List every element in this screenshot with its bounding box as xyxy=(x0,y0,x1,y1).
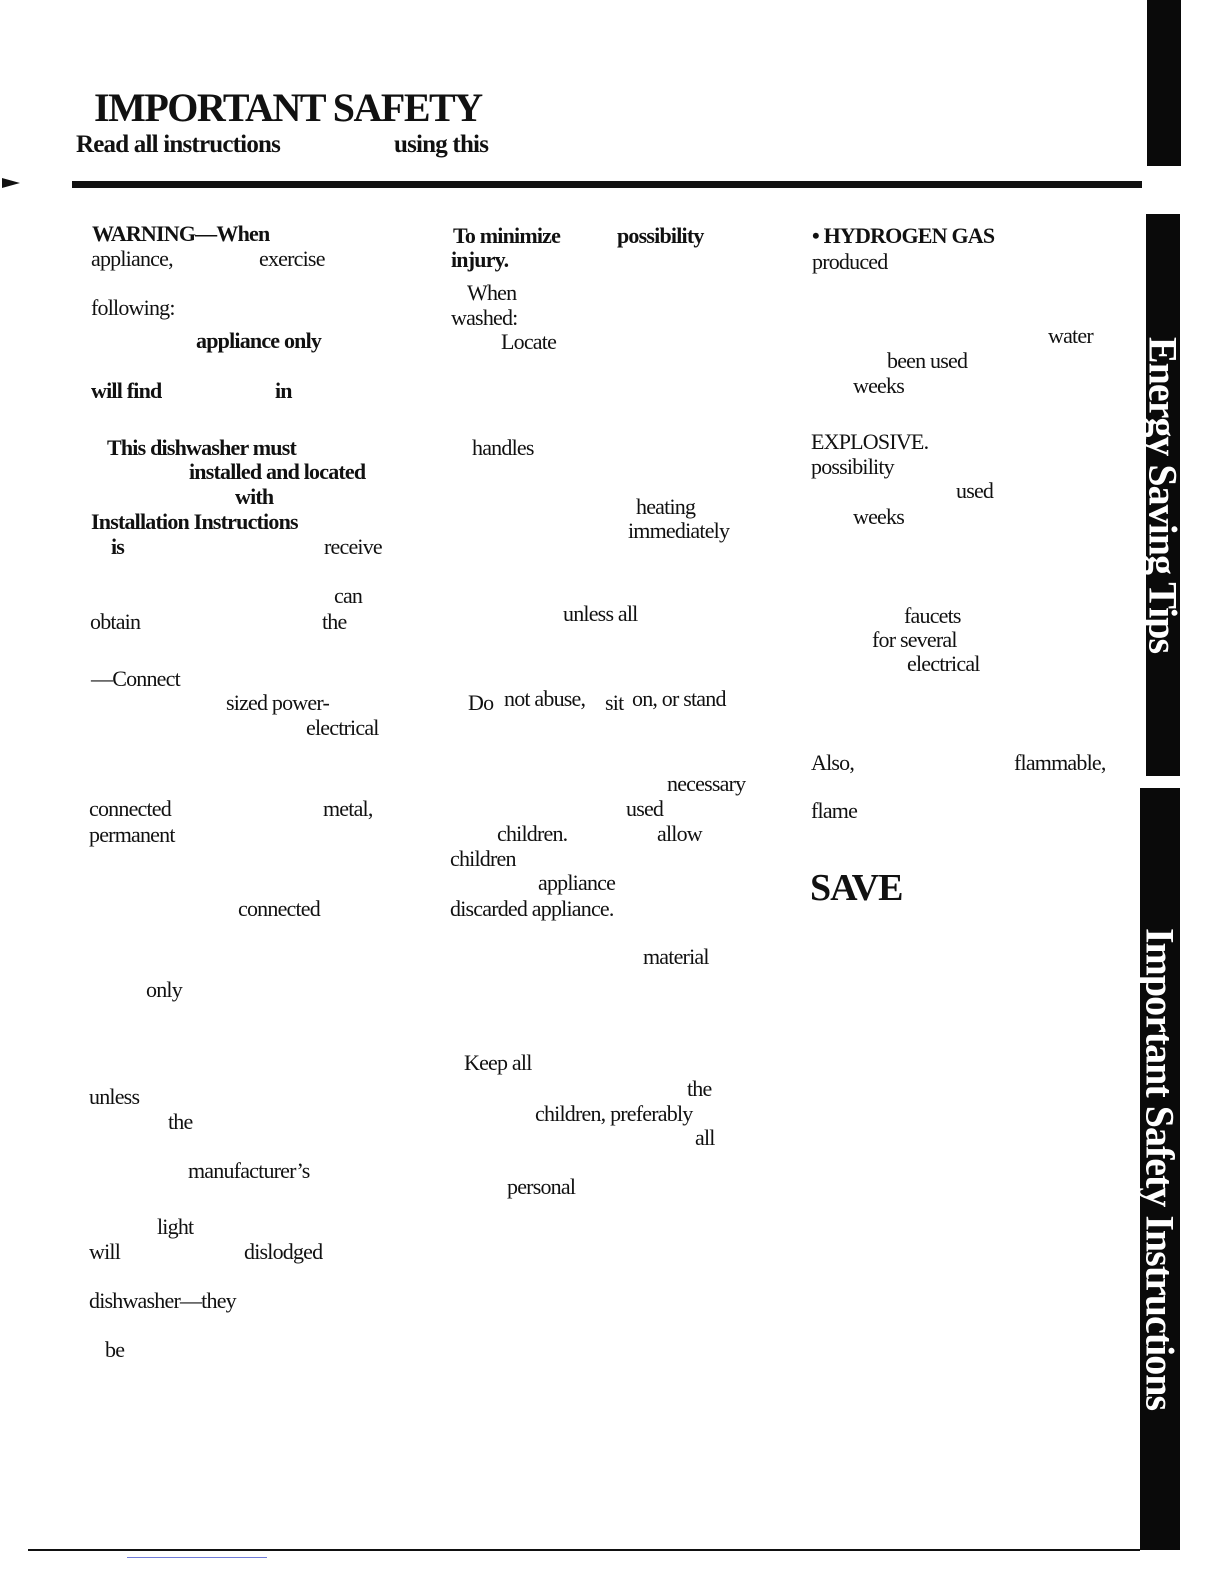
footer-rule xyxy=(28,1549,1140,1551)
col2-word: not abuse, xyxy=(504,686,586,711)
col1-word: permanent xyxy=(89,822,175,847)
col2-word: handles xyxy=(472,435,534,460)
subtitle-read-all: Read all instructions xyxy=(76,131,281,158)
col3-word: flammable, xyxy=(1014,750,1106,775)
col1-word: electrical xyxy=(306,715,379,740)
col2-word: necessary xyxy=(667,771,746,796)
col1-word: unless xyxy=(89,1084,140,1109)
col3-word: • HYDROGEN GAS xyxy=(812,223,995,248)
important-safety-instructions-label: Important Safety Instructions xyxy=(1137,927,1183,1411)
col2-word: children xyxy=(450,846,516,871)
col2-word: allow xyxy=(657,821,702,846)
col2-word: To minimize xyxy=(453,223,561,248)
col1-word: connected xyxy=(89,796,171,821)
col2-word: discarded appliance. xyxy=(450,896,614,921)
col2-word: appliance xyxy=(538,870,616,895)
energy-saving-tips-tab xyxy=(1140,214,1186,776)
col1-word: installed and located xyxy=(189,459,366,484)
col1-word: dislodged xyxy=(244,1239,323,1264)
col2-word: possibility xyxy=(617,223,704,248)
col1-word: be xyxy=(105,1337,125,1362)
col1-word: in xyxy=(275,378,292,403)
col3-word: used xyxy=(956,478,994,503)
col2-word: Do xyxy=(468,690,494,715)
col2-word: unless all xyxy=(563,601,638,626)
col3-word: been used xyxy=(887,348,968,373)
col3-word: flame xyxy=(811,798,858,823)
col3-word: weeks xyxy=(853,373,904,398)
col3-word: possibility xyxy=(811,454,894,479)
col2-word: material xyxy=(643,944,709,969)
col1-word: sized power- xyxy=(226,690,329,715)
col1-word: is xyxy=(111,534,125,559)
page-title: IMPORTANT SAFETY xyxy=(94,85,482,130)
subtitle-using-this: using this xyxy=(394,131,489,158)
save-heading: SAVE xyxy=(810,867,903,909)
col3-word: produced xyxy=(812,249,888,274)
col2-word: on, or stand xyxy=(632,686,726,711)
col2-word: all xyxy=(695,1125,715,1150)
col1-word: the xyxy=(322,609,347,634)
col1-word: with xyxy=(235,484,274,509)
top-edge-tab xyxy=(1147,0,1181,166)
edge-marker xyxy=(2,178,20,188)
col1-word: can xyxy=(334,583,363,608)
col1-word: —Connect xyxy=(91,666,180,691)
col1-word: WARNING—When xyxy=(92,221,270,246)
col2-word: Keep all xyxy=(464,1050,532,1075)
col2-word: children. xyxy=(497,821,568,846)
col1-word: the xyxy=(168,1109,193,1134)
col2-word: personal xyxy=(507,1174,576,1199)
col1-word: will find xyxy=(91,378,162,403)
col2-word: heating xyxy=(636,494,696,519)
col3-word: EXPLOSIVE. xyxy=(811,429,929,454)
col1-word: appliance only xyxy=(196,328,322,353)
col1-word: only xyxy=(146,977,182,1002)
col2-word: the xyxy=(687,1076,712,1101)
col1-word: obtain xyxy=(90,609,141,634)
col1-word: dishwasher—they xyxy=(89,1288,236,1313)
col2-word: children, preferably xyxy=(535,1101,693,1126)
col2-word: sit xyxy=(605,690,624,715)
col2-word: washed: xyxy=(451,305,518,330)
col3-word: water xyxy=(1048,323,1093,348)
col1-word: exercise xyxy=(259,246,325,271)
col1-word: manufacturer’s xyxy=(188,1158,310,1183)
col2-word: immediately xyxy=(628,518,730,543)
important-safety-instructions-tab xyxy=(1137,788,1183,1550)
col1-word: following: xyxy=(91,295,175,320)
energy-saving-tips-label: Energy Saving Tips xyxy=(1140,336,1186,654)
col1-word: metal, xyxy=(323,796,373,821)
col3-word: weeks xyxy=(853,504,904,529)
col3-word: Also, xyxy=(811,750,855,775)
col1-word: appliance, xyxy=(91,246,173,271)
footer-blue-line xyxy=(127,1557,267,1558)
col1-word: light xyxy=(157,1214,194,1239)
col3-word: for several xyxy=(872,627,957,652)
col2-word: Locate xyxy=(501,329,557,354)
col1-word: receive xyxy=(324,534,382,559)
col2-word: injury. xyxy=(451,247,509,272)
col2-word: used xyxy=(626,796,664,821)
col3-word: faucets xyxy=(904,603,961,628)
col1-word: This dishwasher must xyxy=(107,435,296,460)
col2-word: When xyxy=(467,280,517,305)
header-rule xyxy=(72,181,1142,188)
col1-word: connected xyxy=(238,896,320,921)
col1-word: Installation Instructions xyxy=(91,509,298,534)
col3-word: electrical xyxy=(907,651,980,676)
col1-word: will xyxy=(89,1239,121,1264)
